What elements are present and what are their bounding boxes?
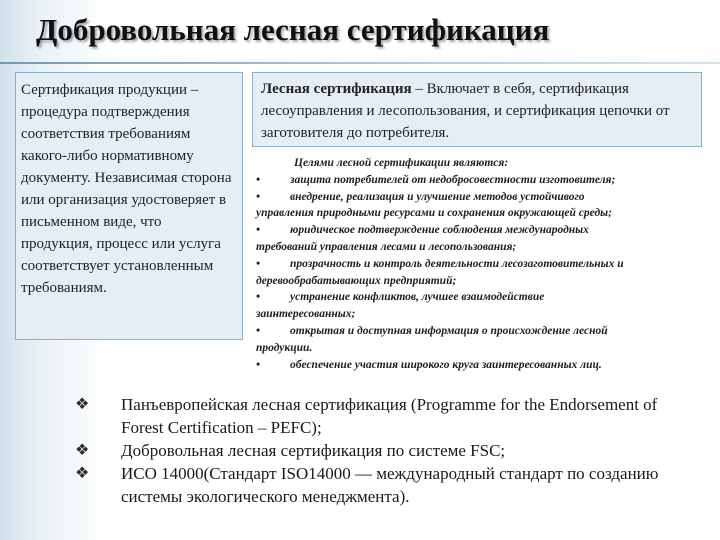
bullet-icon: • — [256, 173, 261, 186]
list-item-text: Панъевропейская лесная сертификация (Programme for the Endorsement of Forest Certification – PEFC); — [121, 395, 658, 437]
forest-certification-box — [252, 72, 702, 147]
diamond-bullet-icon: ❖ — [75, 465, 90, 482]
product-certification-text: Сертификация продукции – процедура подтверждения соответствия требованиям какого-либо нормативному документу. Независимая сторона или организация удостоверяет в письменном виде, что продукция, процесс или услуга соответствует установленным требованиям. — [21, 82, 232, 296]
product-certification-box — [15, 72, 243, 340]
goal-text: открытая и доступная информация о происхождение лесной — [290, 324, 608, 337]
list-item-text: Добровольная лесная сертификация по системе FSC; — [121, 441, 506, 460]
bullet-icon: • — [256, 291, 261, 304]
forest-certification-text — [261, 78, 693, 144]
goals-heading: Целями лесной сертификации являются: — [294, 157, 509, 169]
goals-list — [256, 172, 712, 374]
goal-text: устранение конфликтов, лучшее взаимодействие — [290, 291, 545, 304]
goal-item — [256, 189, 712, 206]
goal-text-continuation: управления природными ресурсами и сохранения окружающей среды; — [256, 207, 612, 220]
list-item-text: ИСО 14000(Стандарт ISO14000 — международный стандарт по созданию системы экологического менеджмента). — [121, 464, 659, 506]
diamond-bullet-icon: ❖ — [75, 396, 90, 413]
forest-certification-definition: – Включает в себя, сертификация лесоуправления и лесопользования, и сертификация цепочки от заготовителя до потребителя. — [261, 81, 670, 141]
certification-goals-panel — [244, 150, 720, 376]
list-item — [75, 393, 695, 439]
goal-text: обеспечение участия широкого круга заинтересованных лиц. — [290, 358, 602, 371]
list-item — [75, 439, 695, 462]
goal-text: прозрачность и контроль деятельности лесозаготовительных и — [290, 257, 624, 270]
goal-text: юридическое подтверждение соблюдения международных — [290, 224, 589, 237]
certification-systems-list — [75, 393, 695, 508]
goal-text: внедрение, реализация и улучшение методов устойчивого — [290, 190, 585, 203]
goal-text-continuation: заинтересованных; — [256, 308, 356, 321]
bullet-icon: • — [256, 224, 261, 237]
goal-item — [256, 256, 712, 273]
goal-text: защита потребителей от недобросовестности изготовителя; — [290, 173, 616, 186]
bullet-icon: • — [256, 190, 261, 203]
bullet-icon: • — [256, 257, 261, 270]
goal-item — [256, 357, 712, 374]
goal-item — [256, 222, 712, 239]
bullet-icon: • — [256, 358, 261, 371]
goal-text-continuation: продукции. — [256, 341, 313, 354]
diamond-bullet-icon: ❖ — [75, 442, 90, 459]
goal-item — [256, 172, 712, 189]
goal-text-continuation: деревообрабатывающих предприятий; — [256, 274, 457, 287]
goal-item — [256, 323, 712, 340]
slide-title: Добровольная лесная сертификация — [36, 12, 550, 47]
goal-item — [256, 289, 712, 306]
title-divider — [0, 62, 720, 64]
list-item — [75, 462, 695, 508]
bullet-icon: • — [256, 324, 261, 337]
goal-text-continuation: требований управления лесами и лесопользования; — [256, 240, 517, 253]
forest-certification-term: Лесная сертификация — [261, 81, 412, 97]
